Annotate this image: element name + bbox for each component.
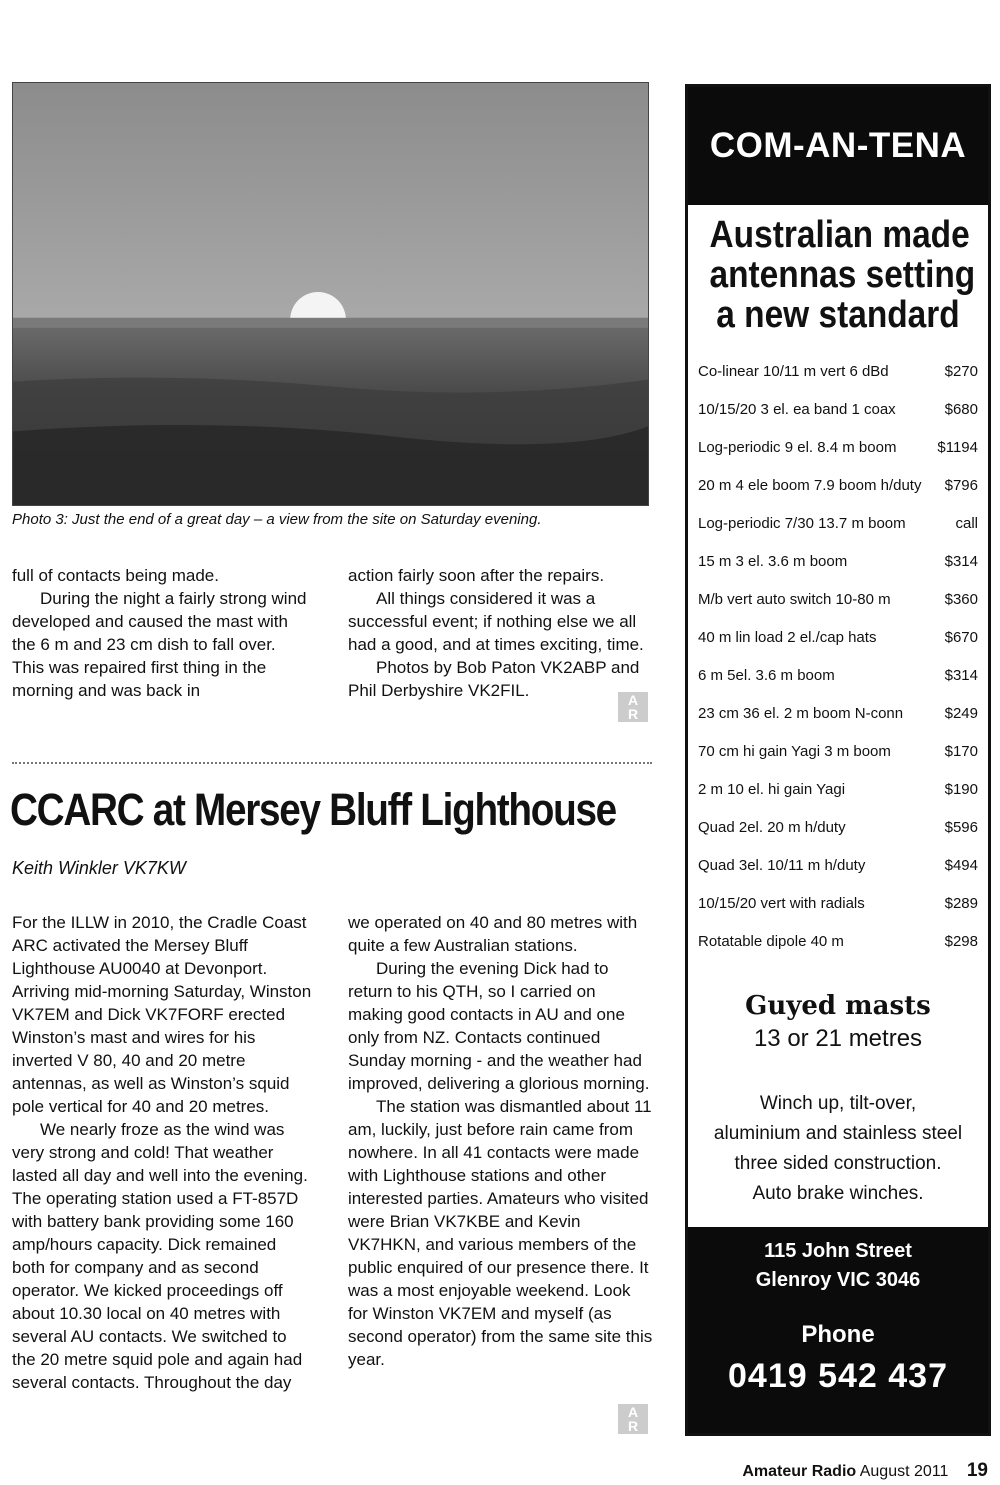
price-row xyxy=(698,391,978,429)
ar-end-mark-icon: A R xyxy=(618,692,648,722)
paragraph: All things considered it was a successful event; if nothing else we all had a good, and at times exciting, time. xyxy=(348,589,644,654)
ad-address xyxy=(688,1237,988,1295)
page-number: 19 xyxy=(966,1460,988,1481)
paragraph: During the night a fairly strong wind developed and caused the mast with the 6 m and 23 cm dish to fall over. This was repaired first thing in the morning and was back in xyxy=(12,589,307,700)
ad-headline-line: antennas setting xyxy=(709,254,976,296)
product-name: 6 m 5el. 3.6 m boom xyxy=(698,667,835,684)
article-title: CCARC at Mersey Bluff Lighthouse xyxy=(10,784,616,835)
price-row xyxy=(698,353,978,391)
price-row xyxy=(698,581,978,619)
masts-description-line: aluminium and stainless steel xyxy=(713,1123,963,1144)
product-price: $360 xyxy=(944,591,978,608)
price-row xyxy=(698,885,978,923)
product-name: 70 cm hi gain Yagi 3 m boom xyxy=(698,743,891,760)
masts-description-line: three sided construction. xyxy=(734,1153,942,1174)
issue-date: August 2011 xyxy=(859,1463,949,1480)
masts-subtitle: 13 or 21 metres xyxy=(753,1025,923,1052)
product-name: 10/15/20 3 el. ea band 1 coax xyxy=(698,401,896,418)
paragraph: we operated on 40 and 80 metres with quite a few Australian stations. xyxy=(348,913,638,955)
price-row xyxy=(698,923,978,961)
price-row xyxy=(698,467,978,505)
product-name: Quad 2el. 20 m h/duty xyxy=(698,819,846,836)
product-price: $249 xyxy=(944,705,978,722)
magazine-name: Amateur Radio xyxy=(742,1463,857,1480)
article-divider xyxy=(12,762,652,764)
ad-contact-panel xyxy=(688,1227,988,1433)
ad-brand: COM-AN-TENA xyxy=(688,87,988,205)
paragraph: Photos by Bob Paton VK2ABP and Phil Derbyshire VK2FIL. xyxy=(348,658,640,700)
product-name: 10/15/20 vert with radials xyxy=(698,895,865,912)
product-price: $289 xyxy=(944,895,978,912)
price-list xyxy=(688,353,988,961)
product-price: call xyxy=(955,515,978,532)
phone-label: Phone xyxy=(801,1321,875,1348)
paragraph: We nearly froze as the wind was very strong and cold! That weather lasted all day and well into the evening. The operating station used a FT-857D with battery bank providing some 160 amp/hours capacity. Dick remained both for company and as second operator. We kicked proceedings off about 10.30 local on 40 metres with several AU contacts. We switched to the 20 metre squid pole and again had several contacts. Throughout the day xyxy=(12,1120,308,1392)
product-name: 40 m lin load 2 el./cap hats xyxy=(698,629,877,646)
paragraph: The station was dismantled about 11 am, luckily, just before rain came from nowhere. In all 41 contacts were made with Lighthouse stations and other interested parties. Amateurs who visited were Brian VK7KBE and Kevin VK7HKN, and various members of the public enquired of our presence there. It was a most enjoyable weekend. Look for Winston VK7EM and myself (as second operator) from the same site this year. xyxy=(348,1097,653,1369)
masts-description xyxy=(688,1089,988,1209)
product-price: $270 xyxy=(944,363,978,380)
ad-headline xyxy=(706,214,976,336)
price-row xyxy=(698,429,978,467)
product-name: Quad 3el. 10/11 m h/duty xyxy=(698,857,866,874)
product-price: $314 xyxy=(944,553,978,570)
ad-headline-line: Australian made xyxy=(709,214,970,256)
price-row xyxy=(698,657,978,695)
advertisement xyxy=(685,84,991,1436)
price-row xyxy=(698,771,978,809)
masts-description-line: Winch up, tilt-over, xyxy=(759,1093,917,1114)
product-price: $596 xyxy=(944,819,978,836)
product-name: Co-linear 10/11 m vert 6 dBd xyxy=(698,363,889,380)
product-name: 15 m 3 el. 3.6 m boom xyxy=(698,553,848,570)
article1-column-2 xyxy=(348,564,653,702)
product-name: M/b vert auto switch 10-80 m xyxy=(698,591,891,608)
ar-end-mark-icon: A R xyxy=(618,1404,648,1434)
paragraph: full of contacts being made. xyxy=(12,566,219,585)
masts-description-line: Auto brake winches. xyxy=(752,1183,924,1204)
product-name: Rotatable dipole 40 m xyxy=(698,933,844,950)
price-row xyxy=(698,619,978,657)
price-row xyxy=(698,733,978,771)
price-row xyxy=(698,543,978,581)
product-name: 23 cm 36 el. 2 m boom N-conn xyxy=(698,705,904,722)
article2-column-1 xyxy=(12,911,312,1394)
product-price: $190 xyxy=(944,781,978,798)
article2-column-2 xyxy=(348,911,653,1371)
price-row xyxy=(698,809,978,847)
product-price: $494 xyxy=(944,857,978,874)
photo-caption: Photo 3: Just the end of a great day – a view from the site on Saturday evening. xyxy=(12,511,542,528)
product-price: $298 xyxy=(944,933,978,950)
address-line: Glenroy VIC 3046 xyxy=(755,1269,921,1291)
ad-headline-line: a new standard xyxy=(716,294,960,336)
price-row xyxy=(698,505,978,543)
page-footer xyxy=(742,1460,988,1482)
paragraph: During the evening Dick had to return to his QTH, so I carried on making good contacts in AU and one only from NZ. Contacts continued Sunday morning - and the weather had improved, delivering a glorious morning. xyxy=(348,959,650,1093)
article1-column-1 xyxy=(12,564,312,702)
product-price: $796 xyxy=(944,477,978,494)
address-line: 115 John Street xyxy=(764,1240,912,1262)
paragraph: action fairly soon after the repairs. xyxy=(348,566,605,585)
product-price: $1194 xyxy=(937,439,978,456)
product-name: Log-periodic 7/30 13.7 m boom xyxy=(698,515,906,532)
product-price: $314 xyxy=(944,667,978,684)
product-name: 2 m 10 el. hi gain Yagi xyxy=(698,781,846,798)
product-price: $680 xyxy=(944,401,978,418)
sunset-photo xyxy=(12,82,649,506)
phone-number: 0419 542 437 xyxy=(728,1357,948,1395)
masts-title: Guyed masts xyxy=(745,991,931,1021)
article-byline: Keith Winkler VK7KW xyxy=(12,858,186,878)
price-row xyxy=(698,695,978,733)
product-price: $170 xyxy=(944,743,978,760)
product-name: Log-periodic 9 el. 8.4 m boom xyxy=(698,439,897,456)
product-name: 20 m 4 ele boom 7.9 boom h/duty xyxy=(698,477,922,494)
product-price: $670 xyxy=(944,629,978,646)
paragraph: For the ILLW in 2010, the Cradle Coast ARC activated the Mersey Bluff Lighthouse AU0040 at Devonport. Arriving mid-morning Saturday, Winston VK7EM and Dick VK7FORF erected Winston’s mast and wires for his inverted V 80, 40 and 20 metre antennas, as well as Winston’s squid pole vertical for 40 and 20 metres. xyxy=(12,913,312,1116)
price-row xyxy=(698,847,978,885)
